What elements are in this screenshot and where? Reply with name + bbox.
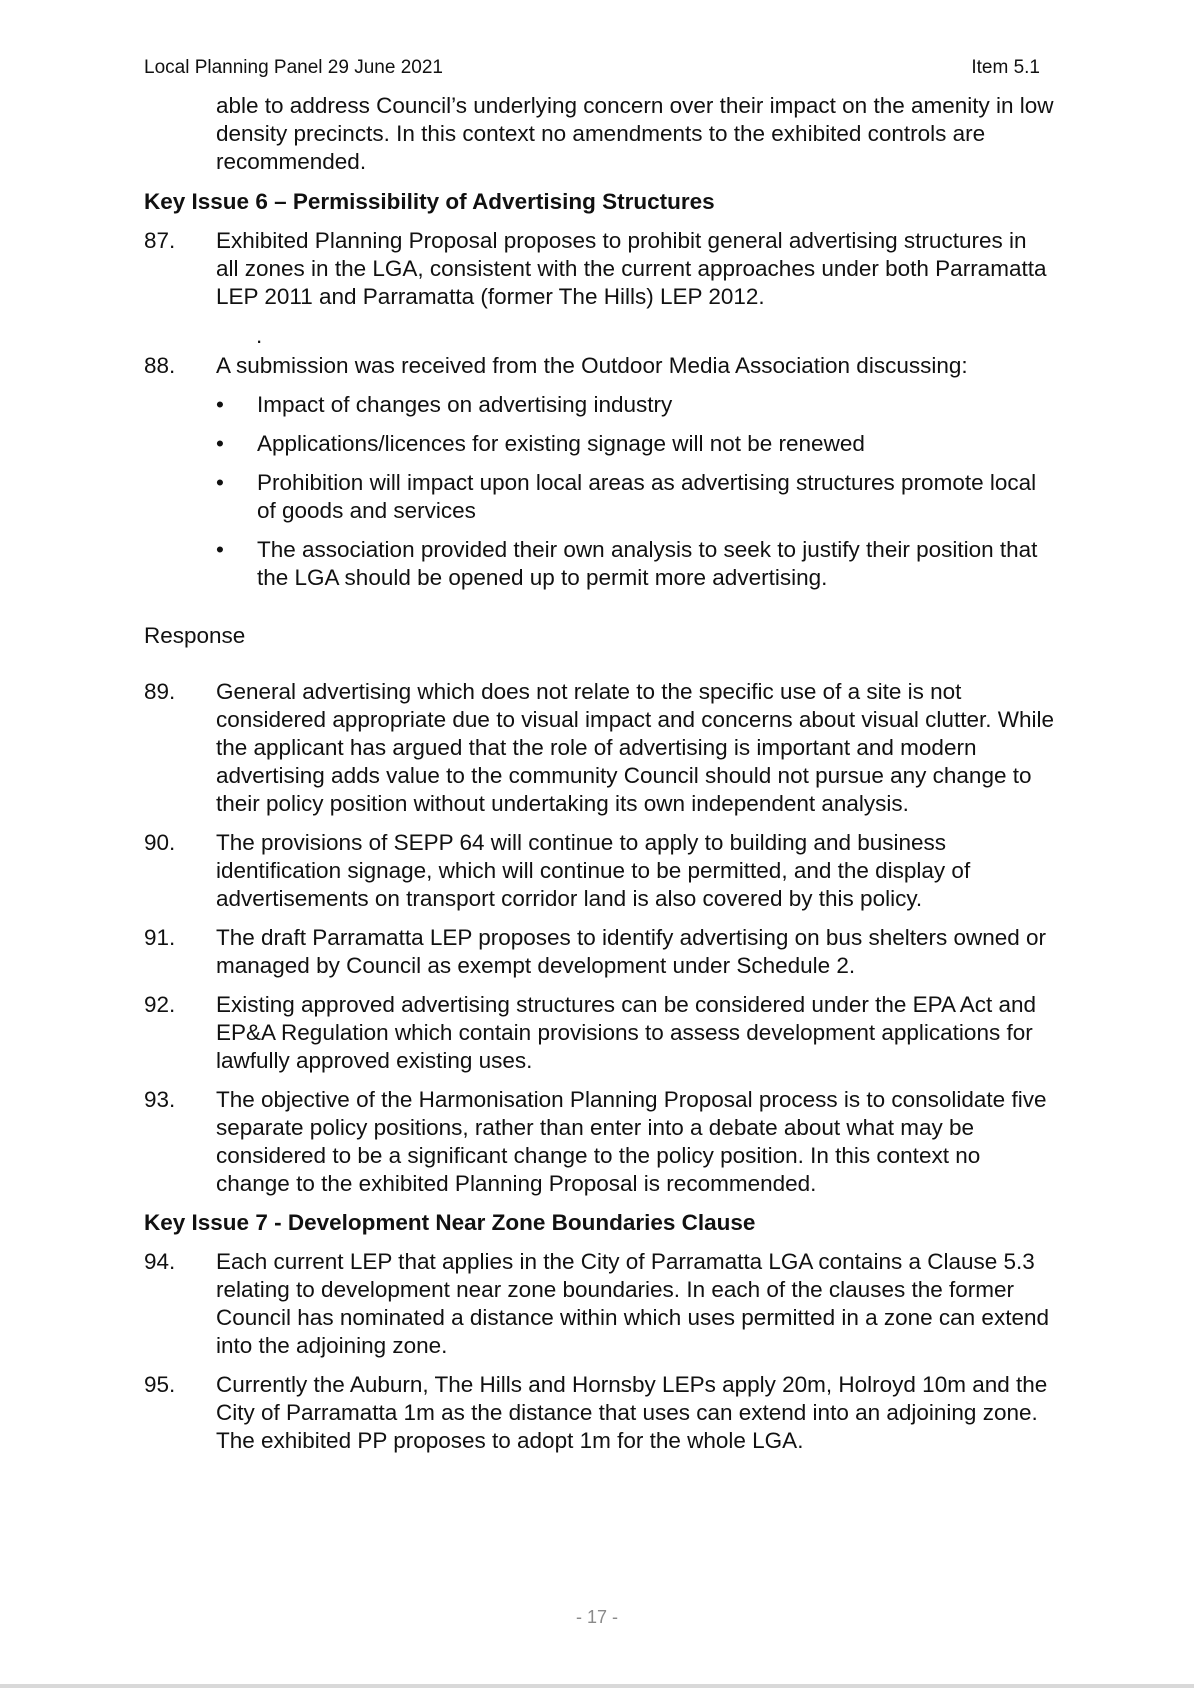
bullet-icon: • bbox=[216, 431, 224, 456]
page-number: - 17 - bbox=[575, 1607, 618, 1627]
key-issue-6-heading: Key Issue 6 – Permissibility of Advertising Structures bbox=[144, 189, 715, 214]
paragraph-text: The draft Parramatta LEP proposes to identify advertising on bus shelters owned or managed by Council as exempt development under Schedule 2. bbox=[216, 925, 1047, 978]
response-label: Response bbox=[144, 623, 246, 648]
paragraph-number: 88. bbox=[144, 353, 176, 378]
continued-paragraph: able to address Council’s underlying concern over their impact on the amenity in low density precincts. In this context no amendments to the exhibited controls are recommended. bbox=[216, 93, 1054, 174]
list-item bbox=[216, 536, 1054, 592]
page-content bbox=[144, 92, 1054, 1466]
paragraph-number: 90. bbox=[144, 830, 176, 855]
header-item-number: Item 5.1 bbox=[971, 57, 1040, 78]
submission-points-list bbox=[144, 391, 1054, 592]
list-item bbox=[216, 391, 1054, 419]
stray-dot: . bbox=[256, 323, 263, 348]
paragraph-text: A submission was received from the Outdoor Media Association discussing: bbox=[216, 353, 968, 378]
paragraph-number: 91. bbox=[144, 925, 176, 950]
paragraph-88 bbox=[144, 352, 1054, 380]
paragraph-87 bbox=[144, 227, 1054, 311]
paragraph-text: The provisions of SEPP 64 will continue to apply to building and business identification signage, which will continue to be permitted, and the display of advertisements on transport corridor land is also covered by this policy. bbox=[216, 830, 971, 911]
paragraph-89 bbox=[144, 678, 1054, 818]
bullet-icon: • bbox=[216, 537, 224, 562]
paragraph-text: Currently the Auburn, The Hills and Hornsby LEPs apply 20m, Holroyd 10m and the City of Parramatta 1m as the distance that uses can extend into an adjoining zone. The exhibited PP proposes to adopt 1m for the whole LGA. bbox=[216, 1372, 1048, 1453]
list-item-text: Impact of changes on advertising industry bbox=[257, 392, 673, 417]
paragraph-number: 93. bbox=[144, 1087, 176, 1112]
paragraph-text: General advertising which does not relate to the specific use of a site is not considered appropriate due to visual impact and concerns about visual clutter. While the applicant has argued that the role of advertising is important and modern advertising adds value to the community Council should not pursue any change to their policy position without undertaking its own independent analysis. bbox=[216, 679, 1054, 816]
paragraph-90 bbox=[144, 829, 1054, 913]
page-bottom-edge bbox=[0, 1684, 1194, 1688]
paragraph-text: Existing approved advertising structures can be considered under the EPA Act and EP&A Regulation which contain provisions to assess development applications for lawfully approved existing uses. bbox=[216, 992, 1037, 1073]
paragraph-92 bbox=[144, 991, 1054, 1075]
list-item bbox=[216, 469, 1054, 525]
paragraph-number: 92. bbox=[144, 992, 176, 1017]
paragraph-text: Each current LEP that applies in the City of Parramatta LGA contains a Clause 5.3 relating to development near zone boundaries. In each of the clauses the former Council has nominated a distance within which uses permitted in a zone can extend into the adjoining zone. bbox=[216, 1249, 1049, 1358]
list-item-text: Prohibition will impact upon local areas as advertising structures promote local of goods and services bbox=[257, 470, 1037, 523]
paragraph-number: 87. bbox=[144, 228, 176, 253]
paragraph-93 bbox=[144, 1086, 1054, 1198]
key-issue-7-heading: Key Issue 7 - Development Near Zone Boundaries Clause bbox=[144, 1210, 756, 1235]
paragraph-95 bbox=[144, 1371, 1054, 1455]
paragraph-number: 89. bbox=[144, 679, 176, 704]
page-header bbox=[144, 56, 1040, 80]
paragraph-91 bbox=[144, 924, 1054, 980]
paragraph-94 bbox=[144, 1248, 1054, 1360]
list-item bbox=[216, 430, 1054, 458]
header-meeting-title: Local Planning Panel 29 June 2021 bbox=[144, 57, 443, 78]
bullet-icon: • bbox=[216, 392, 224, 417]
list-item-text: Applications/licences for existing signage will not be renewed bbox=[257, 431, 865, 456]
list-item-text: The association provided their own analysis to seek to justify their position that the LGA should be opened up to permit more advertising. bbox=[257, 537, 1038, 590]
paragraph-text: Exhibited Planning Proposal proposes to prohibit general advertising structures in all zones in the LGA, consistent with the current approaches under both Parramatta LEP 2011 and Parramatta (former The Hills) LEP 2012. bbox=[216, 228, 1047, 309]
bullet-icon: • bbox=[216, 470, 224, 495]
paragraph-number: 94. bbox=[144, 1249, 176, 1274]
paragraph-text: The objective of the Harmonisation Planning Proposal process is to consolidate five separate policy positions, rather than enter into a debate about what may be considered to be a significant change to the policy position. In this context no change to the exhibited Planning Proposal is recommended. bbox=[216, 1087, 1047, 1196]
paragraph-number: 95. bbox=[144, 1372, 176, 1397]
